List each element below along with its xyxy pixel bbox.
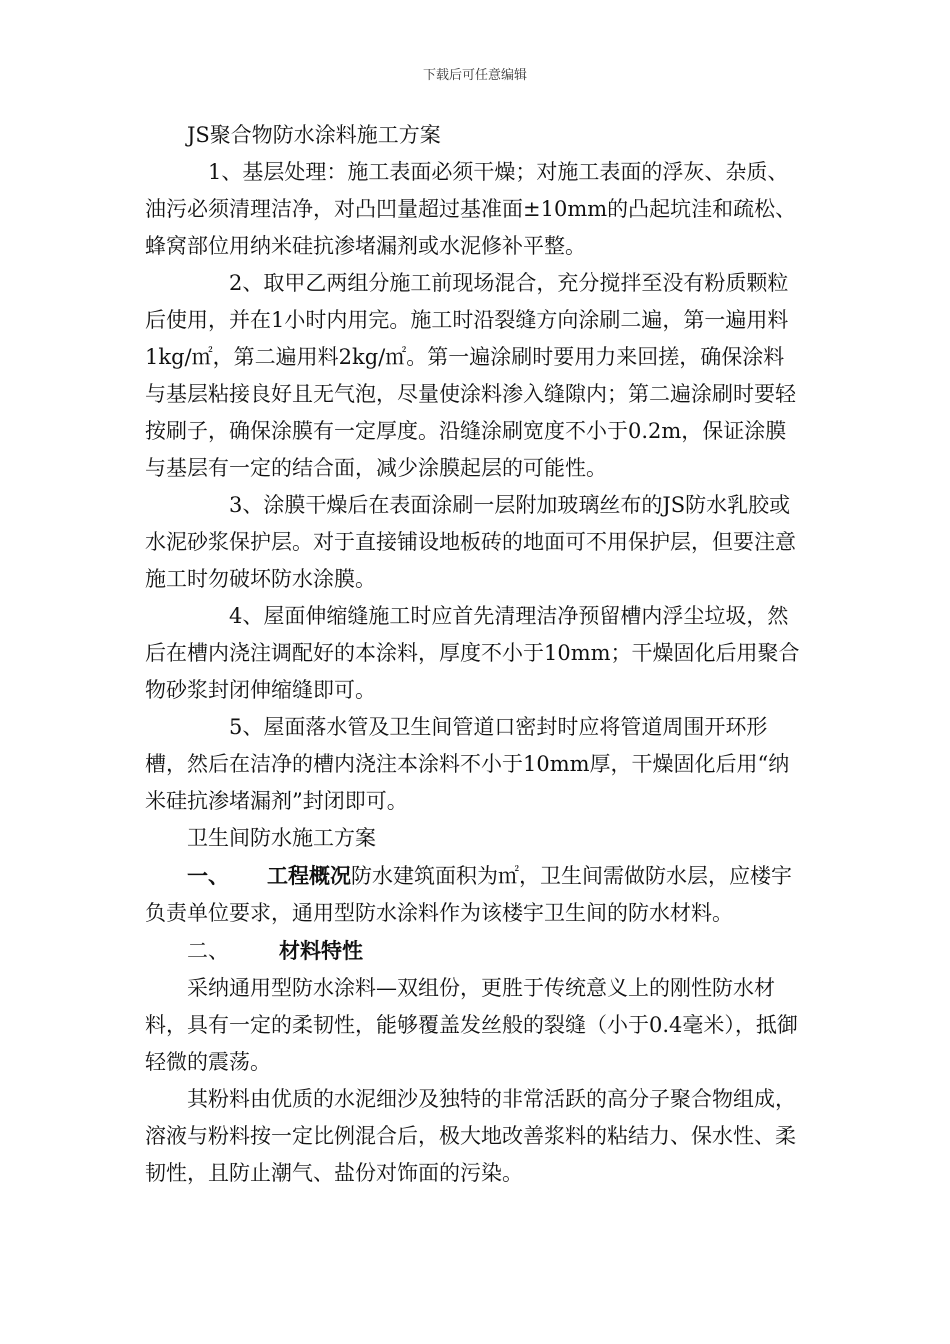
paragraph-6: 采纳通用型防水涂料—双组份，更胜于传统意义上的刚性防水材料，具有一定的柔韧性，能够覆盖发丝般的裂缝（小于0.4毫米），抵御轻微的震荡。 xyxy=(145,976,798,1074)
section-1 xyxy=(145,857,805,932)
paragraph-1: 1、基层处理：施工表面必须干燥；对施工表面的浮灰、杂质、油污必须清理洁净，对凸凹量超过基准面±10mm的凸起坑洼和疏松、蜂窝部位用纳米硅抗渗堵漏剂或水泥修补平整。 xyxy=(145,160,797,258)
document-body xyxy=(145,117,805,1192)
section-1-text: 防水建筑面积为㎡，卫生间需做防水层，应楼宇负责单位要求，通用型防水涂料作为该楼宇卫生间的防水材料。 xyxy=(145,864,792,925)
paragraph-4: 4、屋面伸缩缝施工时应首先清理洁净预留槽内浮尘垃圾，然后在槽内浇注调配好的本涂料，厚度不小于10mm；干燥固化后用聚合物砂浆封闭伸缩缝即可。 xyxy=(145,604,800,702)
section-2-title: 材料特性 xyxy=(279,938,363,963)
section-1-title: 工程概况 xyxy=(267,863,351,888)
paragraph-3: 3、涂膜干燥后在表面涂刷一层附加玻璃丝布的JS防水乳胶或水泥砂浆保护层。对于直接铺设地板砖的地面可不用保护层，但要注意施工时勿破坏防水涂膜。 xyxy=(145,493,796,591)
paragraph-7: 其粉料由优质的水泥细沙及独特的非常活跃的高分子聚合物组成，溶液与粉料按一定比例混合后，极大地改善浆料的粘结力、保水性、柔韧性，且防止潮气、盐份对饰面的污染。 xyxy=(145,1087,796,1185)
title-js-plan: JS聚合物防水涂料施工方案 xyxy=(187,123,441,147)
title-bathroom-plan: 卫生间防水施工方案 xyxy=(187,826,376,850)
section-1-number: 一、 xyxy=(187,863,229,888)
paragraph-2: 2、取甲乙两组分施工前现场混合，充分搅拌至没有粉质颗粒后使用，并在1小时内用完。施工时沿裂缝方向涂刷二遍，第一遍用料1kg/㎡，第二遍用料2kg/㎡。第一遍涂刷时要用力来回搓，确保涂料与基层粘接良好且无气泡，尽量使涂料渗入缝隙内；第二遍涂刷时要轻按刷子，确保涂膜有一定厚度。沿缝涂刷宽度不小于0.2m，保证涂膜与基层有一定的结合面，减少涂膜起层的可能性。 xyxy=(145,271,796,480)
section-2 xyxy=(145,932,805,970)
section-2-number: 二、 xyxy=(187,939,229,963)
header-note: 下载后可任意编辑 xyxy=(422,68,527,83)
paragraph-5: 5、屋面落水管及卫生间管道口密封时应将管道周围开环形槽，然后在洁净的槽内浇注本涂料不小于10mm厚，干燥固化后用“纳米硅抗渗堵漏剂”封闭即可。 xyxy=(145,715,790,813)
